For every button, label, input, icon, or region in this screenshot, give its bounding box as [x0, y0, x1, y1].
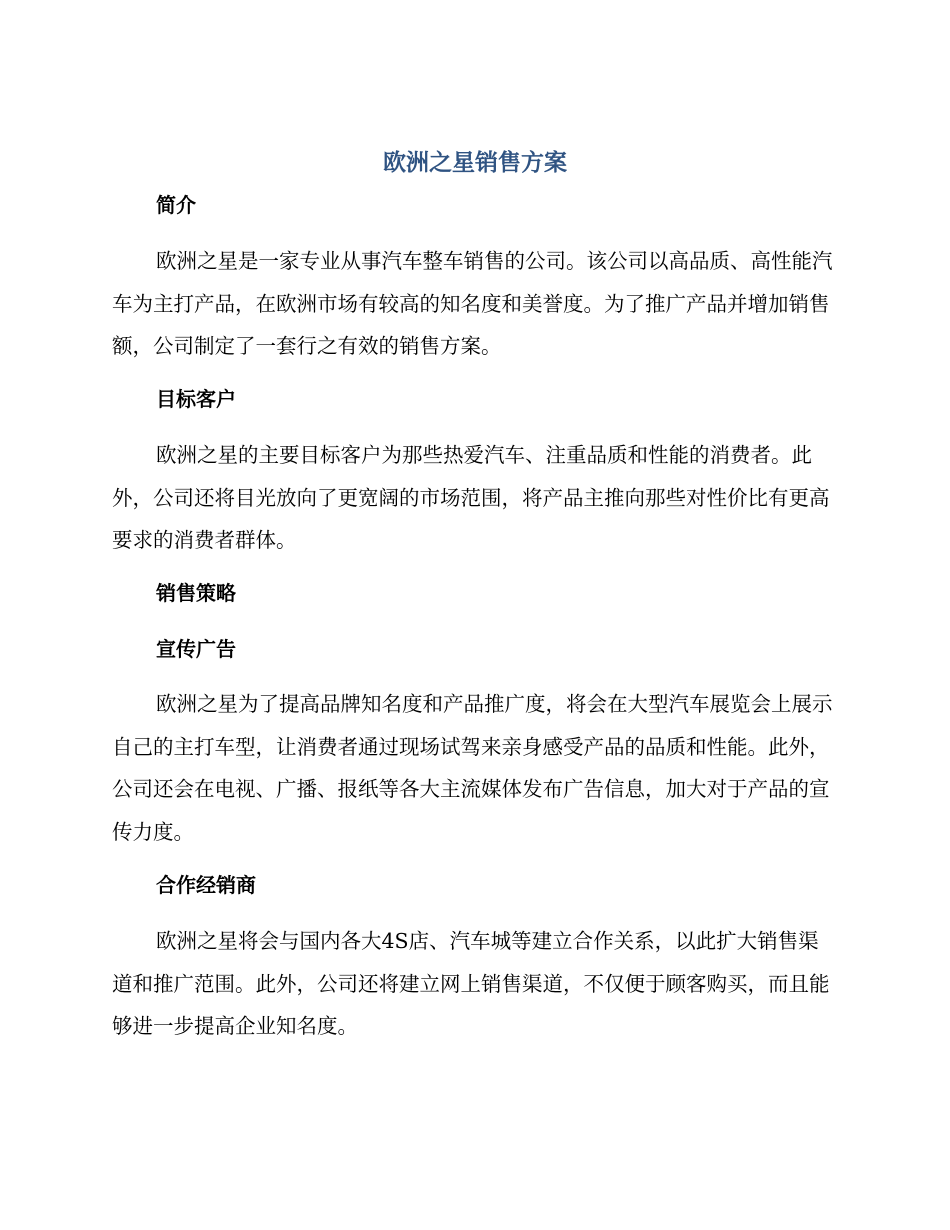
section-heading-target-customers: 目标客户: [156, 387, 236, 411]
document-title: 欧洲之星销售方案: [383, 150, 567, 176]
section-heading-sales-strategy: 销售策略: [156, 581, 236, 605]
section-paragraph-partner-dealers: 欧洲之星将会与国内各大4S店、汽车城等建立合作关系，以此扩大销售渠道和推广范围。此外，公司还将建立网上销售渠道，不仅便于顾客购买，而且能够进一步提高企业知名度。: [112, 929, 830, 1038]
section-paragraph-advertising: 欧洲之星为了提高品牌知名度和产品推广度，将会在大型汽车展览会上展示自己的主打车型，让消费者通过现场试驾来亲身感受产品的品质和性能。此外，公司还会在电视、广播、报纸等各大主流媒体发布广告信息，加大对于产品的宣传力度。: [112, 692, 833, 844]
section-heading-advertising: 宣传广告: [156, 637, 236, 661]
section-paragraph-intro: 欧洲之星是一家专业从事汽车整车销售的公司。该公司以高品质、高性能汽车为主打产品，在欧洲市场有较高的知名度和美誉度。为了推广产品并增加销售额，公司制定了一套行之有效的销售方案。: [112, 249, 833, 358]
section-heading-partner-dealers: 合作经销商: [156, 873, 256, 897]
section-paragraph-target-customers: 欧洲之星的主要目标客户为那些热爱汽车、注重品质和性能的消费者。此外，公司还将目光放向了更宽阔的市场范围，将产品主推向那些对性价比有更高要求的消费者群体。: [112, 443, 830, 552]
section-heading-intro: 简介: [156, 193, 196, 217]
